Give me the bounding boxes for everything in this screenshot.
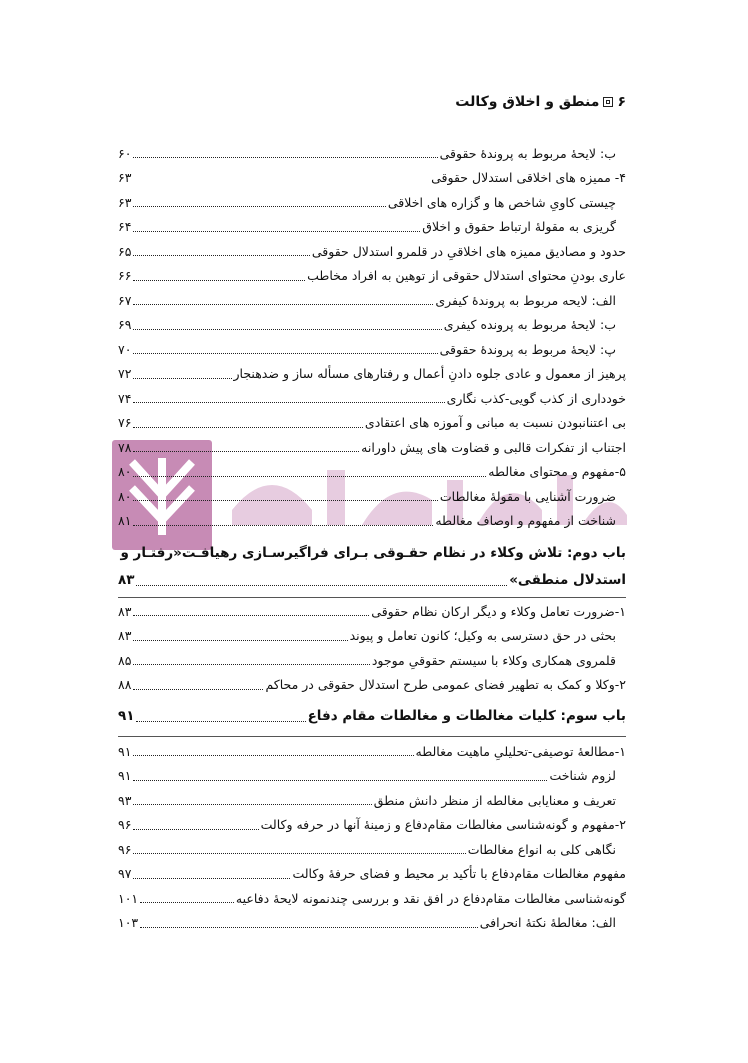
dot-leader: [136, 585, 507, 586]
toc-entry-page: ۹۱: [118, 743, 132, 759]
toc-entry-page: ۷۰: [118, 341, 132, 357]
toc-entry-page: ۹۶: [118, 841, 132, 857]
toc-entry-page: ۸۳: [118, 603, 132, 619]
chapter-three-heading: [118, 703, 626, 730]
dot-leader: [133, 878, 290, 879]
toc-entry-page: ۶۶: [118, 268, 132, 283]
chapter-two-title-line1: باب دوم: تلاش وکلاء در نظام حقـوقی بـرای فراگیرسـازی رهیافـت«رفتـار و: [120, 545, 626, 561]
dot-leader: [133, 664, 369, 665]
toc-entry-page: ۷۴: [118, 390, 132, 406]
toc-entry-title: اجتناب از تفکرات قالبی و قضاوت های پیش داورانه: [361, 439, 626, 455]
toc-entry-title: مفهوم مغالطات مقام‌دفاع با تأکید بر محیط و فضای حرفهٔ وکالت: [292, 866, 626, 881]
toc-entry-page: ۶۹: [118, 317, 132, 332]
toc-entry-page: ۹۱: [118, 768, 132, 783]
toc-entry: [118, 600, 626, 622]
toc-entry: [118, 838, 626, 860]
toc-entry-title: پ: لایحهٔ مربوط به پروندهٔ حقوقی: [439, 341, 616, 357]
chapter-two-heading: [118, 540, 626, 594]
toc-entry-page: ۶۳: [118, 194, 132, 210]
toc-entry: [118, 887, 626, 909]
dot-leader: [133, 615, 369, 616]
dot-leader: [133, 402, 444, 403]
toc-entry-page: ۸۰: [118, 488, 132, 504]
toc-entry-page: ۸۰: [118, 464, 132, 479]
chapter-two-rule: [118, 597, 626, 598]
toc-entry: [118, 191, 626, 213]
dot-leader: [133, 500, 437, 501]
toc-entry-title: حدود و مصادیق ممیزه های اخلاقیِ در قلمرو استدلال حقوقی: [311, 243, 626, 259]
toc-entry-page: ۶۰: [118, 145, 132, 161]
dot-leader: [133, 451, 359, 452]
toc-entry-title: تعریف و معنایابی مغالطه از منظر دانش منطق: [373, 792, 616, 808]
toc-entry-page: ۸۵: [118, 652, 132, 668]
toc-entry-title: بحثی در حق دسترسی به وکیل؛ کانون تعامل و پیوند: [349, 628, 616, 643]
chapter-three-page: ۹۱: [118, 708, 135, 724]
dot-leader: [136, 721, 305, 722]
toc-entry-page: ۷۲: [118, 366, 132, 381]
toc-entry-title: ب: لایحهٔ مربوط به پروندهٔ حقوقی: [439, 145, 616, 161]
toc-entry-title: چیستی کاویِ شاخص ها و گزاره های اخلاقی: [387, 194, 616, 210]
toc-entry: [118, 412, 626, 434]
dot-leader: [133, 689, 263, 690]
toc-entry-page: ۱۰۱: [118, 890, 139, 906]
toc-entry-title: الف: مغالطهٔ نکتهٔ انحرافی: [479, 915, 616, 930]
toc-entry: [118, 789, 626, 811]
toc-entry: [118, 510, 626, 532]
toc-entry-title: ۱-مطالعهٔ توصیفی-تحلیلیِ ماهیت مغالطه: [415, 743, 626, 759]
toc-entry: [118, 216, 626, 238]
toc-entry-page: ۶۳: [118, 170, 132, 185]
dot-leader: [133, 853, 465, 854]
toc-entry-page: ۹۳: [118, 792, 132, 808]
toc-entry-title: عاری بودنِ محتوای استدلال حقوقی از توهین به افراد مخاطب: [307, 268, 626, 283]
dot-leader: [133, 525, 433, 526]
toc-entry: [118, 649, 626, 671]
toc-entry-page: ۹۷: [118, 866, 132, 881]
dot-leader: [133, 640, 347, 641]
dot-leader: [133, 780, 547, 781]
page-number: ۶: [617, 94, 626, 110]
dot-leader: [133, 353, 437, 354]
toc-entry-page: ۹۶: [118, 817, 132, 832]
toc-entry-page: ۶۷: [118, 292, 132, 308]
toc-entry-page: ۶۵: [118, 243, 132, 259]
toc-entry: [118, 167, 626, 189]
running-header: [455, 94, 626, 110]
toc-entry: [118, 338, 626, 360]
toc-entry: [118, 363, 626, 385]
toc-entry-title: الف: لایحه مربوط به پروندهٔ کیفری: [435, 292, 616, 308]
dot-leader: [133, 427, 362, 428]
toc-entry-page: ۸۳: [118, 628, 132, 643]
chapter-three-rule: [118, 736, 626, 737]
toc-entry: [118, 387, 626, 409]
toc-entry: [118, 314, 626, 336]
dot-leader: [133, 255, 309, 256]
toc-entry-title: نگاهی کلی به انواع مغالطات: [467, 841, 616, 857]
toc-entry-title: ۱-ضرورت تعامل وکلاء و دیگر ارکان نظام حقوقی: [371, 603, 626, 619]
toc-entry-page: ۱۰۳: [118, 915, 139, 930]
dot-leader: [140, 927, 478, 928]
toc-entry: [118, 240, 626, 262]
dot-leader: [133, 804, 371, 805]
toc-entry-title: قلمروی همکاری وکلاء با سیستم حقوقیِ موجود: [371, 652, 616, 668]
dot-leader: [140, 902, 234, 903]
toc-entry: [118, 863, 626, 885]
toc-entry-title: لزوم شناخت: [549, 768, 616, 783]
toc-entry-title: پرهیز از معمول و عادی جلوه دادنِ أعمال و رفتارهای مسأله ساز و ضدهنجار: [233, 366, 626, 381]
toc-entry: [118, 625, 626, 647]
dot-leader: [133, 280, 305, 281]
dot-leader: [133, 476, 486, 477]
toc-entry: [118, 436, 626, 458]
toc-entry-title: ۴- ممیزه های اخلاقی استدلال حقوقی: [431, 170, 626, 185]
chapter-two-title-line2: استدلال منطقی»: [509, 572, 626, 588]
toc-entry: [118, 674, 626, 696]
toc-entry: [118, 912, 626, 934]
chapter-three-title: باب سوم: کلیات مغالطات و مغالطات مقام دفاع: [307, 708, 626, 724]
toc-entry: [118, 814, 626, 836]
dot-leader: [133, 755, 413, 756]
dot-leader: [133, 157, 437, 158]
toc-entry-page: ۷۶: [118, 415, 132, 430]
toc-entry-page: ۸۱: [118, 513, 132, 528]
toc-entry-title: ۲-مفهوم و گونه‌شناسی مغالطات مقام‌دفاع و زمینهٔ آنها در حرفه وکالت: [260, 817, 626, 832]
book-title: منطق و اخلاق وکالت: [455, 94, 600, 110]
toc-entry-title: گونه‌شناسی مغالطات مقام‌دفاع در افق نقد و بررسی چندنمونه لایحهٔ دفاعیه: [235, 890, 626, 906]
toc-entry-title: بی اعتنانبودن نسبت به مبانی و آموزه های اعتقادی: [364, 415, 626, 430]
toc-entry-page: ۸۸: [118, 677, 132, 692]
chapter-two-page: ۸۳: [118, 572, 135, 588]
toc-entry-title: ۲-وکلا و کمک به تطهیر فضای عمومی طرح استدلال حقوقی در محاکم: [265, 677, 626, 692]
toc-entry: [118, 740, 626, 762]
toc-entry-title: شناخت از مفهوم و اوصاف مغالطه: [435, 513, 616, 528]
dot-leader: [133, 829, 258, 830]
toc-entry: [118, 289, 626, 311]
toc-entry: [118, 142, 626, 164]
toc-entry-page: ۶۴: [118, 219, 132, 234]
toc-entry-title: گریزی به مقولهٔ ارتباط حقوق و اخلاق: [422, 219, 616, 234]
toc-entry: [118, 765, 626, 787]
toc-entry-title: ۵-مفهوم و محتوای مغالطه: [488, 464, 626, 479]
dot-leader: [133, 304, 433, 305]
toc-entry: [118, 485, 626, 507]
toc-entry: [118, 461, 626, 483]
dot-leader: [133, 231, 420, 232]
dot-leader: [133, 329, 441, 330]
toc-entry-page: ۷۸: [118, 439, 132, 455]
toc-entry: [118, 265, 626, 287]
dot-leader: [133, 206, 385, 207]
square-ornament-icon: [603, 97, 613, 107]
toc-entry-title: خودداری از کذب گویی-کذب نگاری: [446, 390, 626, 406]
dot-leader: [133, 378, 231, 379]
toc-entry-title: ضرورت آشنایی با مقولهٔ مغالطات: [439, 488, 616, 504]
toc-entry-title: ب: لایحهٔ مربوط به پرونده کیفری: [443, 317, 616, 332]
